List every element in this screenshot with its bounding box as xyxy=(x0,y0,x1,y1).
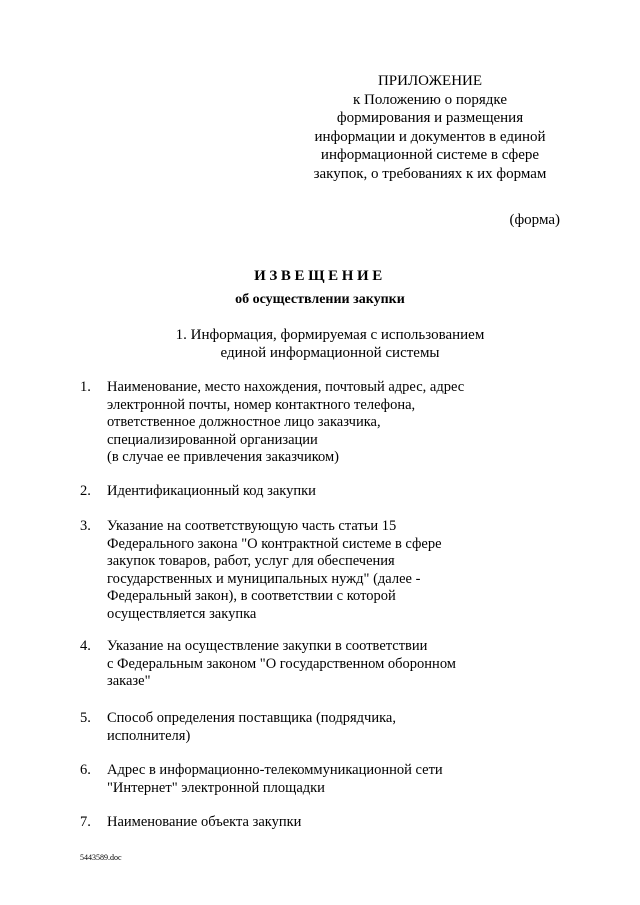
appendix-line: информационной системе в сфере xyxy=(320,147,540,164)
item-line: осуществляется закупка xyxy=(107,605,257,622)
item-text xyxy=(107,483,507,501)
appendix-line: закупок, о требованиях к их формам xyxy=(313,165,547,182)
appendix-title: ПРИЛОЖЕНИЕ xyxy=(377,73,483,89)
item-line: Федеральный закон), в соответствии с которой xyxy=(107,588,396,605)
item-text xyxy=(107,762,507,797)
item-number: 1. xyxy=(80,379,91,395)
item-line: электронной почты, номер контактного телефона, xyxy=(107,396,416,413)
item-line: (в случае ее привлечения заказчиком) xyxy=(107,449,339,466)
item-text xyxy=(107,814,507,832)
section-heading-line: 1. Информация, формируемая с использованием xyxy=(175,327,485,343)
item-line: закупок товаров, работ, услуг для обеспечения xyxy=(107,553,395,570)
item-number: 6. xyxy=(80,762,91,778)
appendix-line: формирования и размещения xyxy=(336,110,524,127)
item-line: Федерального закона "О контрактной системе в сфере xyxy=(107,535,442,552)
document-title: ИЗВЕЩЕНИЕ xyxy=(254,268,386,284)
form-note: (форма) xyxy=(509,212,560,228)
item-line: Идентификационный код закупки xyxy=(107,483,316,499)
item-text xyxy=(107,379,507,467)
item-line: Указание на соответствующую часть статьи 15 xyxy=(107,518,397,534)
item-line: "Интернет" электронной площадки xyxy=(107,779,325,796)
item-line: специализированной организации xyxy=(107,431,318,448)
item-number: 5. xyxy=(80,710,91,726)
item-line: Указание на осуществление закупки в соответствии xyxy=(107,638,428,654)
item-line: Адрес в информационно-телекоммуникационной сети xyxy=(107,762,443,778)
item-number: 3. xyxy=(80,518,91,534)
section-heading xyxy=(140,326,520,362)
item-line: заказе" xyxy=(107,673,151,690)
document-subtitle: об осуществлении закупки xyxy=(235,292,405,307)
appendix-line: к Положению о порядке xyxy=(353,91,507,108)
item-line: Наименование объекта закупки xyxy=(107,814,302,830)
item-line: с Федеральным законом "О государственном оборонном xyxy=(107,655,456,672)
item-text xyxy=(107,710,507,745)
item-line: Способ определения поставщика (подрядчика, xyxy=(107,710,396,726)
item-line: ответственное должностное лицо заказчика, xyxy=(107,414,381,431)
section-heading-line: единой информационной системы xyxy=(220,345,440,361)
item-number: 4. xyxy=(80,638,91,654)
item-number: 7. xyxy=(80,814,91,830)
appendix-header xyxy=(300,72,560,184)
item-line: исполнителя) xyxy=(107,727,191,744)
item-line: Наименование, место нахождения, почтовый адрес, адрес xyxy=(107,379,465,395)
item-text xyxy=(107,518,507,624)
item-text xyxy=(107,638,507,691)
item-line: государственных и муниципальных нужд" (далее - xyxy=(107,570,421,587)
item-number: 2. xyxy=(80,483,91,499)
file-reference: 5443589.doc xyxy=(80,853,122,862)
appendix-line: информации и документов в единой xyxy=(314,128,546,145)
